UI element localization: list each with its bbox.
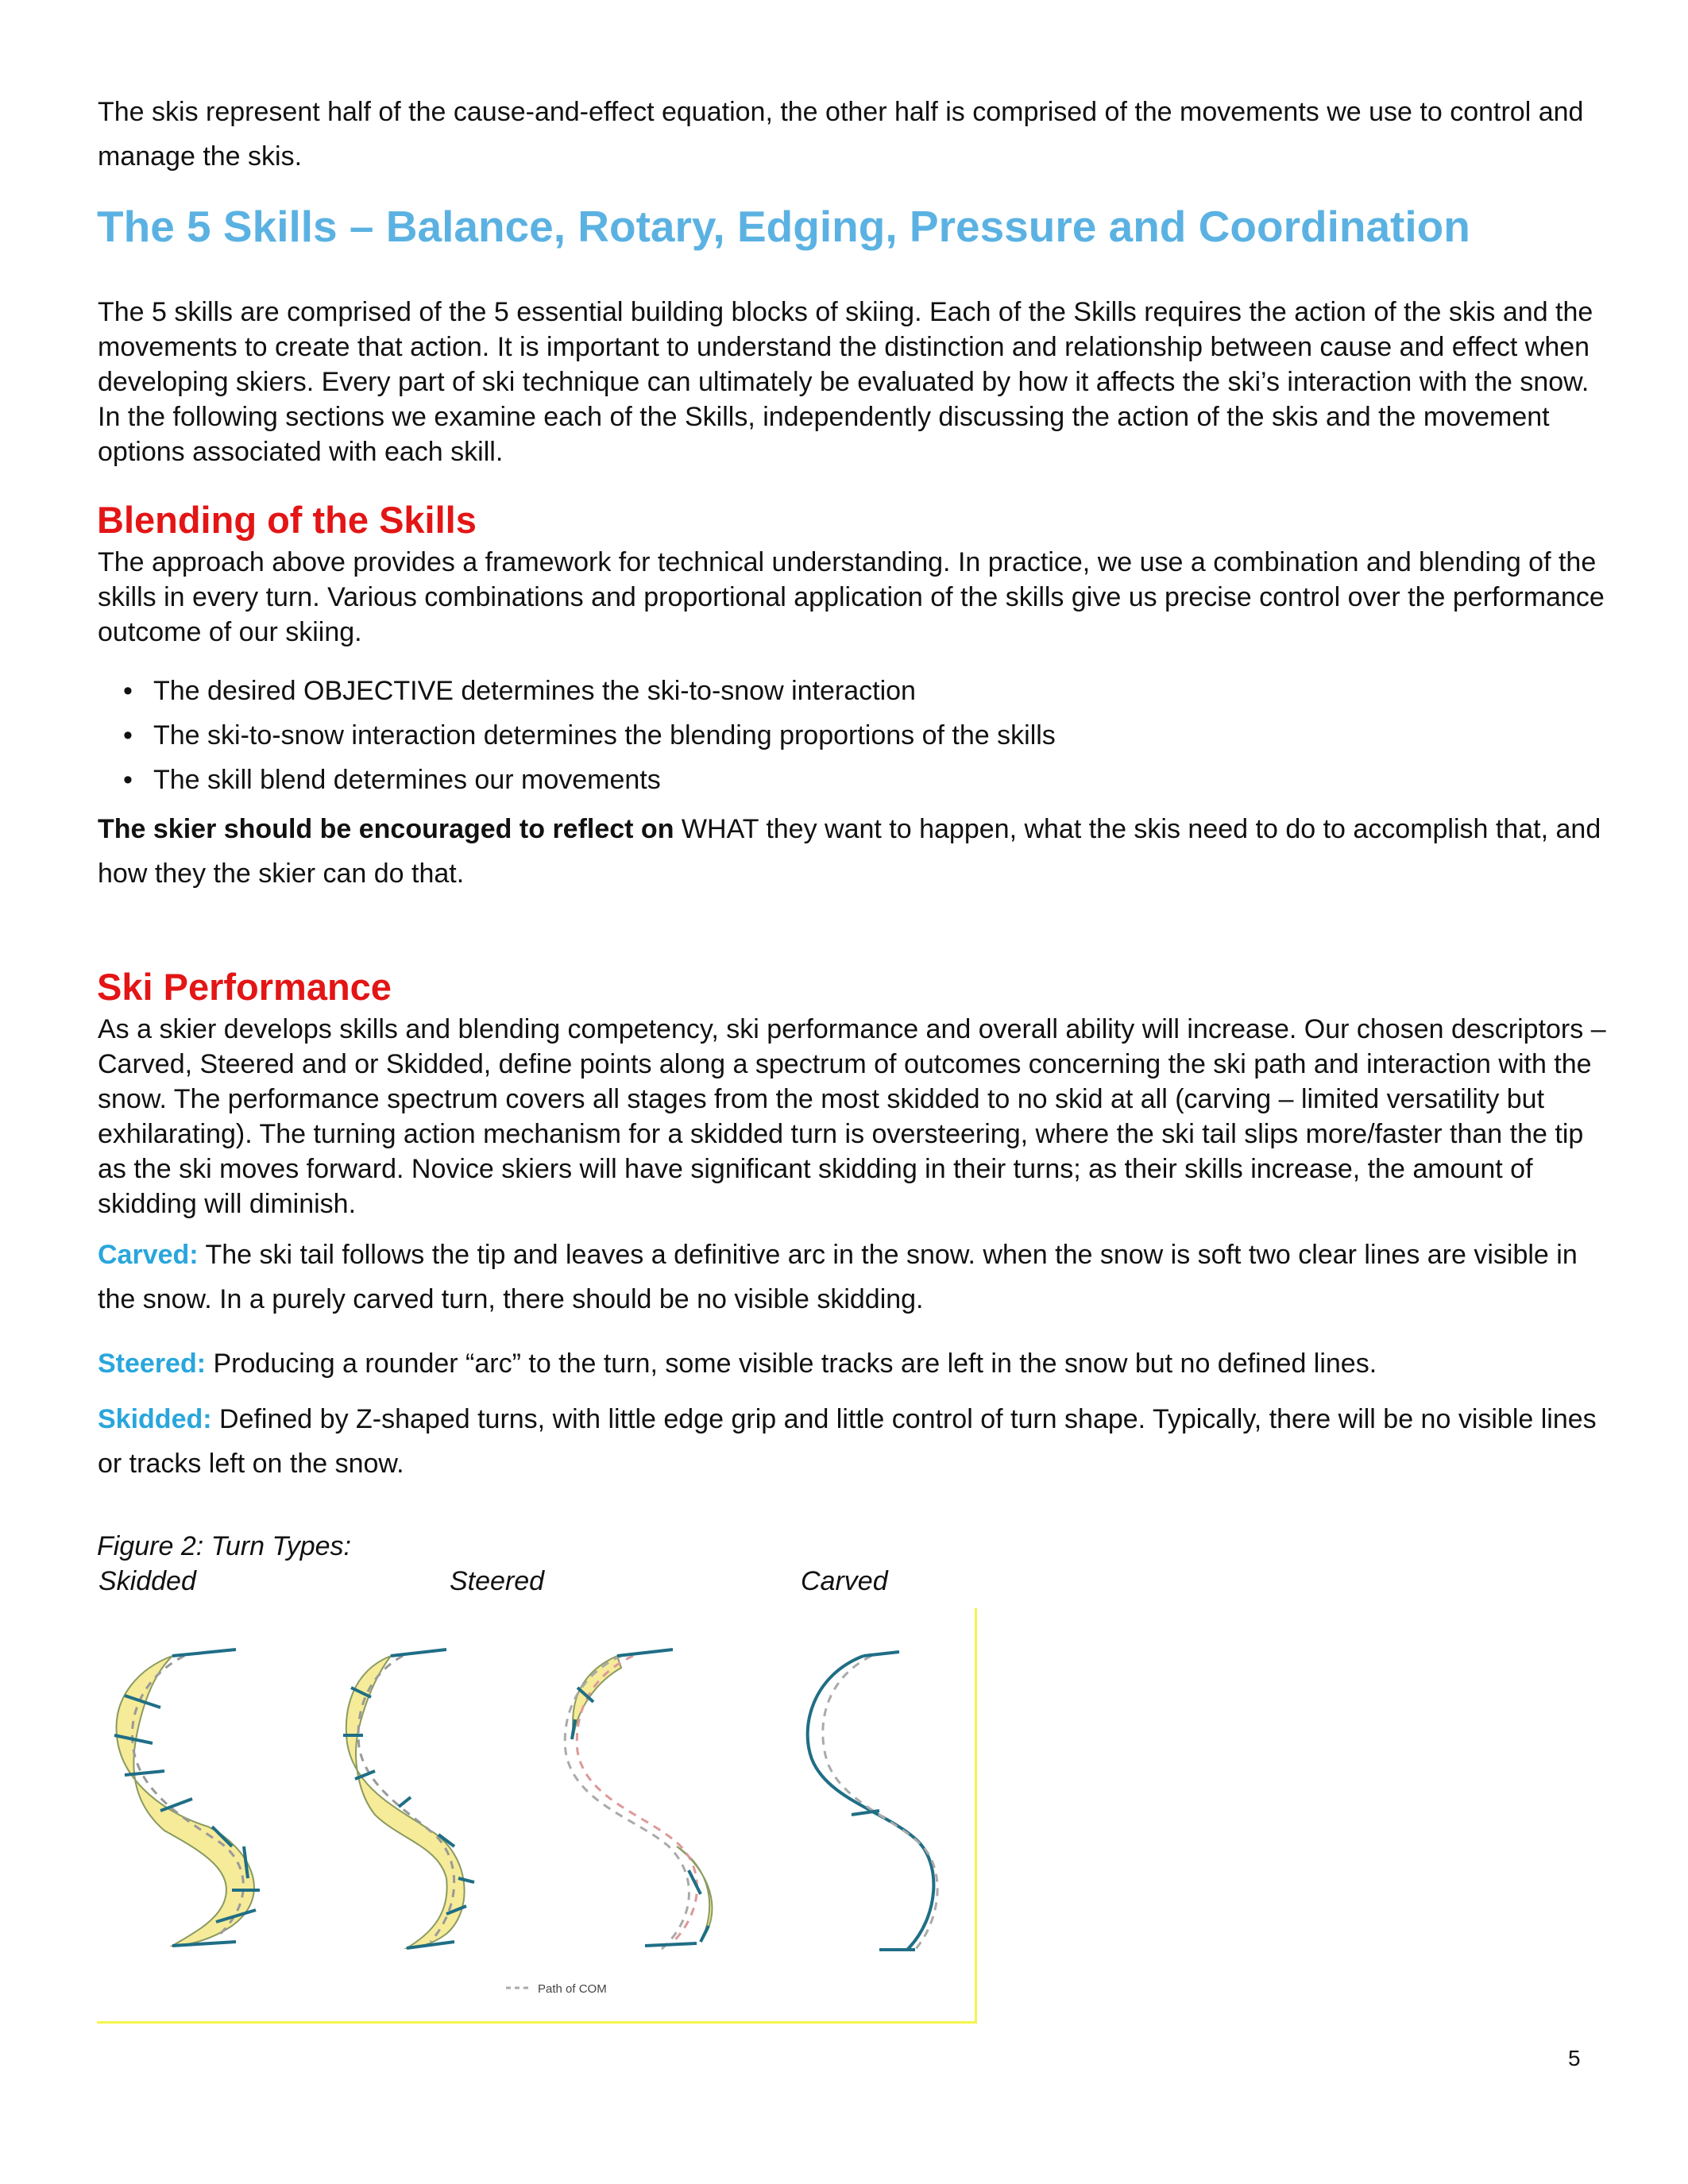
carved-label: Carved: (98, 1240, 199, 1270)
steered-text: Producing a rounder “arc” to the turn, some visible tracks are left in the snow but no defined lines. (206, 1349, 1377, 1379)
performance-paragraph: As a skier develops skills and blending competency, ski performance and overall ability will increase. Our chosen descriptors – Carved, Steered and or Skidded, define points along a spectrum of outcomes concerning the ski path and interaction with the snow. The performance spectrum covers all stages from the most skidded to no skid at all (carving – limited versatility but exhilarating). The turning action mechanism for a skidded turn is oversteering, where the ski tail slips more/faster than the tip as the ski moves forward. Novice skiers will have significant skidding in their turns; as their skills increase, the amount of skidding will diminish. (98, 1014, 1606, 1219)
intro-paragraph: The skis represent half of the cause-and-effect equation, the other half is comprised of the movements we use to control and manage the skis. (98, 97, 1584, 172)
skills-heading: The 5 Skills – Balance, Rotary, Edging, Pressure and Coordination (97, 202, 1470, 251)
skidded-text: Defined by Z-shaped turns, with little edge grip and little control of turn shape. Typically, there will be no visible lines or tracks left on the snow. (98, 1404, 1597, 1479)
blending-bullet-list (98, 669, 1056, 802)
transition-turn-drawing (565, 1650, 712, 1950)
blending-heading: Blending of the Skills (97, 499, 477, 541)
steered-turn-drawing (343, 1650, 474, 1948)
steered-paragraph (98, 1341, 1619, 1386)
reflect-bold-text: The skier should be encouraged to reflect on (98, 814, 674, 844)
figure-label-steered: Steered (450, 1566, 545, 1596)
bullet-item: • The ski-to-snow interaction determines the blending proportions of the skills (98, 713, 1056, 758)
skidded-label: Skidded: (98, 1404, 212, 1434)
carved-text: The ski tail follows the tip and leaves a definitive arc in the snow. when the snow is soft two clear lines are visible in the snow. In a purely carved turn, there should be no visible skidding. (98, 1240, 1578, 1314)
skidded-turn-drawing (114, 1650, 260, 1946)
figure-caption: Figure 2: Turn Types: (97, 1531, 351, 1561)
skills-paragraph: The 5 skills are comprised of the 5 essential building blocks of skiing. Each of the Skills requires the action of the skis and the movements to create that action. It is important to understand the distinction and relationship between cause and effect when developing skiers. Every part of ski technique can ultimately be evaluated by how it affects the ski’s interaction with the snow. In the following sections we examine each of the Skills, independently discussing the action of the skis and the movement options associated with each skill. (98, 297, 1593, 467)
performance-heading: Ski Performance (97, 966, 392, 1008)
reflect-paragraph (98, 807, 1619, 896)
figure-label-carved: Carved (801, 1566, 888, 1596)
blending-paragraph: The approach above provides a framework for technical understanding. In practice, we use a combination and blending of the skills in every turn. Various combinations and proportional application of the skills give us precise control over the performance outcome of our skiing. (98, 547, 1605, 647)
bullet-item: • The skill blend determines our movements (98, 758, 1056, 802)
figure-label-skidded: Skidded (98, 1566, 196, 1596)
legend (506, 1982, 607, 1996)
skidded-paragraph (98, 1397, 1619, 1486)
steered-label: Steered: (98, 1349, 207, 1379)
carved-turn-drawing (808, 1652, 937, 1950)
turn-types-illustration (97, 1608, 975, 2021)
bullet-item: • The desired OBJECTIVE determines the ski-to-snow interaction (98, 669, 1056, 713)
reflect-text: WHAT they want to happen, what the skis need to do to accomplish that, and how they the skier can do that. (98, 814, 1601, 889)
turn-types-figure (97, 1608, 977, 2024)
carved-paragraph (98, 1233, 1619, 1322)
page-number: 5 (1568, 2046, 1581, 2070)
legend-label: Path of COM (538, 1982, 607, 1996)
